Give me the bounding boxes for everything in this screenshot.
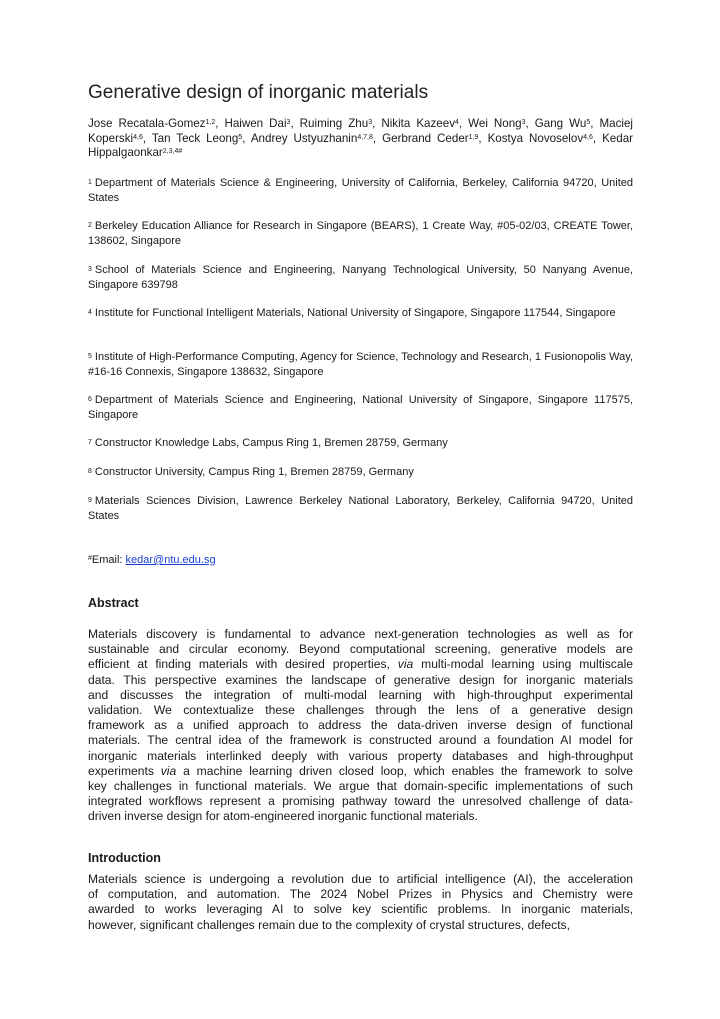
text-line: Materials science is undergoing a revolution due to artificial intelligence (AI), the acceleration [88, 872, 633, 886]
affiliation-text: Constructor University, Campus Ring 1, Bremen 28759, Germany [94, 466, 414, 478]
text-line: integrated workflows represent a promising pathway toward the unresolved challenge of data- [88, 794, 633, 809]
affiliation-text: Department of Materials Science and Engineering, National University of Singapore, Singapore 117575, Singapore [88, 394, 633, 421]
text-line: validation. We contextualize these challenges through the lens of a generative design [88, 703, 633, 718]
text-line: and discusses the integration of multi-modal learning with high-throughput experimental [88, 687, 633, 702]
author-name: Andrey Ustyuzhanin [250, 131, 358, 145]
author-name: Kedar Hippalgaonkar [88, 131, 633, 159]
text-line: awarded to works leveraging AI to solve key scientific problems. In inorganic materials, [88, 902, 633, 917]
author-name: Nikita Kazeev [381, 117, 455, 130]
text-line: of computation, and automation. The 2024 Nobel Prizes in Physics and Chemistry were [88, 887, 633, 902]
text-line: driven inverse design for atom-engineered inorganic functional materials. [88, 809, 478, 824]
email-label: Email: [91, 554, 126, 566]
abstract-text [88, 627, 633, 825]
affiliation-text: Institute for Functional Intelligent Materials, National University of Singapore, Singapore 117544, Singapore [94, 307, 616, 319]
author-name: Gerbrand Ceder [382, 131, 469, 145]
affiliation-mark: 4 [88, 309, 92, 316]
email-link[interactable]: kedar@ntu.edu.sg [125, 554, 216, 566]
author-name: Ruiming Zhu [299, 117, 369, 130]
text-line: experiments via a machine learning driven closed loop, which enables the framework to solve [88, 763, 633, 778]
author-name: Tan Teck Leong [151, 131, 239, 145]
affiliation-text: Materials Sciences Division, Lawrence Berkeley National Laboratory, Berkeley, California 94720, United States [88, 495, 633, 522]
introduction-heading: Introduction [88, 851, 161, 865]
author-affiliation-mark: 3 [286, 119, 291, 126]
author-name: Haiwen Dai [224, 117, 287, 130]
text-line: inorganic materials interlinked deeply with various property databases and high-throughput [88, 748, 633, 763]
affiliation-mark: 2 [88, 222, 92, 229]
affiliation-mark: 3 [88, 266, 92, 273]
author-name: Kostya Novoselov [487, 131, 584, 145]
affiliation-5 [88, 350, 633, 379]
author-list: Jose Recatala-Gomez$^{1,2}$, Haiwen Dai$^3$, Ruiming Zhu$^3$, Nikita Kazeev$^4$, Wei Nong$^3$, Gang Wu$^5$, Maciej Koperski$^{4,6}$, Tan Teck Leong$^5$, Andrey Ustyuzhanin$^{4,7,8}$, Gerbrand Ceder$^{1,9}$, Kostya Novoselov$^{4,6}$, Kedar Hippalgaonkar$^{2,3,4\#}$ [88, 117, 633, 159]
affiliation-mark: 6 [88, 396, 92, 403]
abstract-heading: Abstract [88, 596, 139, 610]
text-line: Materials discovery is fundamental to advance next-generation technologies as well as for [88, 627, 633, 641]
affiliation-mark: 7 [88, 439, 92, 446]
author-name: Wei Nong [468, 117, 522, 130]
affiliation-4 [88, 306, 633, 321]
author-name: Jose Recatala-Gomez [88, 117, 206, 130]
author-affiliation-mark: 4,6 [583, 133, 593, 141]
author-affiliation-mark: 5 [586, 119, 591, 126]
author-affiliation-mark: 3 [368, 119, 373, 126]
text-line: sustainable and circular economy. Beyond computational screening, generative models are [88, 642, 633, 657]
author-affiliation-mark: 3 [521, 119, 526, 126]
affiliation-6 [88, 393, 633, 422]
text-line: however, significant challenges remain due to the complexity of crystal structures, defects, [88, 917, 570, 932]
text-line: data. This perspective examines the landscape of generative design for inorganic materials [88, 672, 633, 687]
author-affiliation-mark: 4,7,8 [357, 133, 373, 141]
affiliation-mark: 8 [88, 468, 92, 475]
affiliation-1 [88, 176, 633, 205]
author-affiliation-mark: 1,9 [468, 133, 479, 141]
affiliation-mark: 1 [88, 179, 92, 186]
text-line: framework as a unified approach to address the data-driven inverse design of functional [88, 718, 633, 733]
corresponding-email [88, 553, 216, 567]
affiliation-9 [88, 494, 633, 523]
email-mark: # [88, 555, 92, 562]
affiliation-text: Constructor Knowledge Labs, Campus Ring 1, Bremen 28759, Germany [94, 437, 448, 449]
text-line: key challenges in functional materials. We argue that domain-specific implementations of such [88, 779, 633, 794]
affiliation-mark: 5 [88, 353, 92, 360]
affiliation-2 [88, 219, 633, 248]
affiliation-3 [88, 263, 633, 292]
text-line: efficient at finding materials with desired properties, via multi-modal learning using multiscale [88, 657, 633, 672]
author-affiliation-mark: 1,2 [205, 119, 216, 126]
affiliation-8 [88, 465, 633, 480]
introduction-text [88, 872, 633, 933]
paper-title: Generative design of inorganic materials [88, 82, 429, 103]
author-name: Gang Wu [534, 117, 587, 130]
affiliation-text: Institute of High-Performance Computing, Agency for Science, Technology and Research, 1 Fusionopolis Way, #16-16 Connexis, Singapore 138632, Singapore [88, 351, 633, 378]
affiliation-mark: 9 [88, 497, 92, 504]
text-line: materials. The central idea of the framework is constructed around a foundation AI model for [88, 733, 633, 748]
affiliation-text: School of Materials Science and Engineering, Nanyang Technological University, 50 Nanyang Avenue, Singapore 639798 [88, 264, 633, 291]
affiliation-7 [88, 436, 633, 451]
author-affiliation-mark: 5 [238, 133, 243, 141]
author-affiliation-mark: 2,3,4# [162, 148, 183, 155]
author-affiliation-mark: 4 [455, 119, 459, 126]
affiliation-text: Berkeley Education Alliance for Research in Singapore (BEARS), 1 Create Way, #05-02/03, CREATE Tower, 138602, Singapore [88, 220, 633, 247]
affiliation-text: Department of Materials Science & Engineering, University of California, Berkeley, California 94720, United States [88, 177, 633, 204]
author-affiliation-mark: 4,6 [133, 133, 143, 141]
author-name: Maciej Koperski [88, 117, 633, 145]
